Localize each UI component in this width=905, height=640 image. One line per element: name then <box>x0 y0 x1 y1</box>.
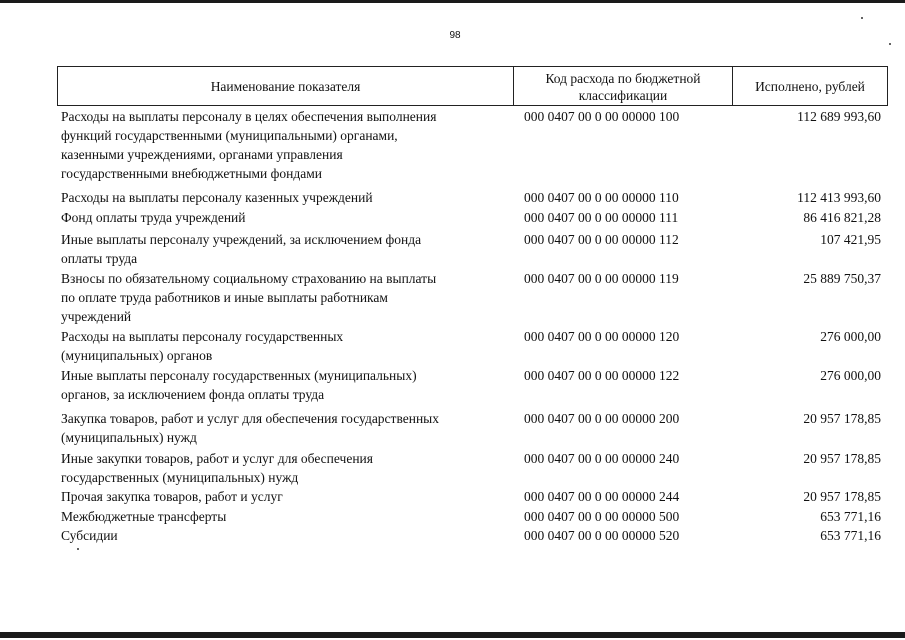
row-amount: 20 957 178,85 <box>803 451 881 466</box>
row-code: 000 0407 00 0 00 00000 110 <box>524 190 679 205</box>
row-code: 000 0407 00 0 00 00000 520 <box>524 528 680 543</box>
row-name: Закупка товаров, работ и услуг для обеспечения государственных (муниципальных) нужд <box>61 411 440 445</box>
row-name: Иные выплаты персоналу учреждений, за исключением фонда оплаты труда <box>61 232 422 266</box>
row-name: Иные закупки товаров, работ и услуг для обеспечения государственных (муниципальных) нужд <box>61 451 373 485</box>
row-name: Фонд оплаты труда учреждений <box>61 210 246 225</box>
row-amount: 20 957 178,85 <box>803 411 881 426</box>
row-amount: 653 771,16 <box>820 509 881 524</box>
row-amount: 112 689 993,60 <box>797 109 881 124</box>
header-code: Код расхода по бюджетной классификации <box>514 67 733 105</box>
row-code: 000 0407 00 0 00 00000 111 <box>524 210 679 225</box>
row-code: 000 0407 00 0 00 00000 240 <box>524 451 680 466</box>
row-amount: 107 421,95 <box>820 232 881 247</box>
row-code: 000 0407 00 0 00 00000 500 <box>524 509 680 524</box>
row-name: Прочая закупка товаров, работ и услуг <box>61 489 283 504</box>
row-code: 000 0407 00 0 00 00000 200 <box>524 411 680 426</box>
row-code: 000 0407 00 0 00 00000 244 <box>524 489 680 504</box>
row-amount: 112 413 993,60 <box>797 190 881 205</box>
row-name: Расходы на выплаты персоналу казенных учреждений <box>61 190 373 205</box>
row-name: Расходы на выплаты персоналу в целях обеспечения выполнения функций государственными (муниципальными) органами, казенными учреждениями, органами управления государственными внебюджетными фондами <box>61 109 437 181</box>
header-name: Наименование показателя <box>58 67 514 105</box>
header-amount: Исполнено, рублей <box>755 78 865 94</box>
row-code: 000 0407 00 0 00 00000 120 <box>524 329 680 344</box>
row-name: Взносы по обязательному социальному страхованию на выплаты по оплате труда работников и иные выплаты работникам учреждений <box>61 271 437 324</box>
row-code: 000 0407 00 0 00 00000 100 <box>524 109 680 124</box>
row-name: Субсидии <box>61 528 118 543</box>
row-code: 000 0407 00 0 00 00000 122 <box>524 368 680 383</box>
row-amount: 20 957 178,85 <box>803 489 881 504</box>
page-number: 98 <box>449 30 461 41</box>
row-name: Межбюджетные трансферты <box>61 509 227 524</box>
row-name: Иные выплаты персоналу государственных (муниципальных) органов, за исключением фонда оплаты труда <box>61 368 417 402</box>
row-amount: 25 889 750,37 <box>803 271 881 286</box>
row-amount: 276 000,00 <box>820 368 881 383</box>
row-code: 000 0407 00 0 00 00000 119 <box>524 271 679 286</box>
row-amount: 86 416 821,28 <box>803 210 881 225</box>
row-amount: 276 000,00 <box>820 329 881 344</box>
row-amount: 653 771,16 <box>820 528 881 543</box>
row-code: 000 0407 00 0 00 00000 112 <box>524 232 679 247</box>
row-name: Расходы на выплаты персоналу государственных (муниципальных) органов <box>61 329 344 363</box>
bottom-scan-border <box>0 632 905 638</box>
